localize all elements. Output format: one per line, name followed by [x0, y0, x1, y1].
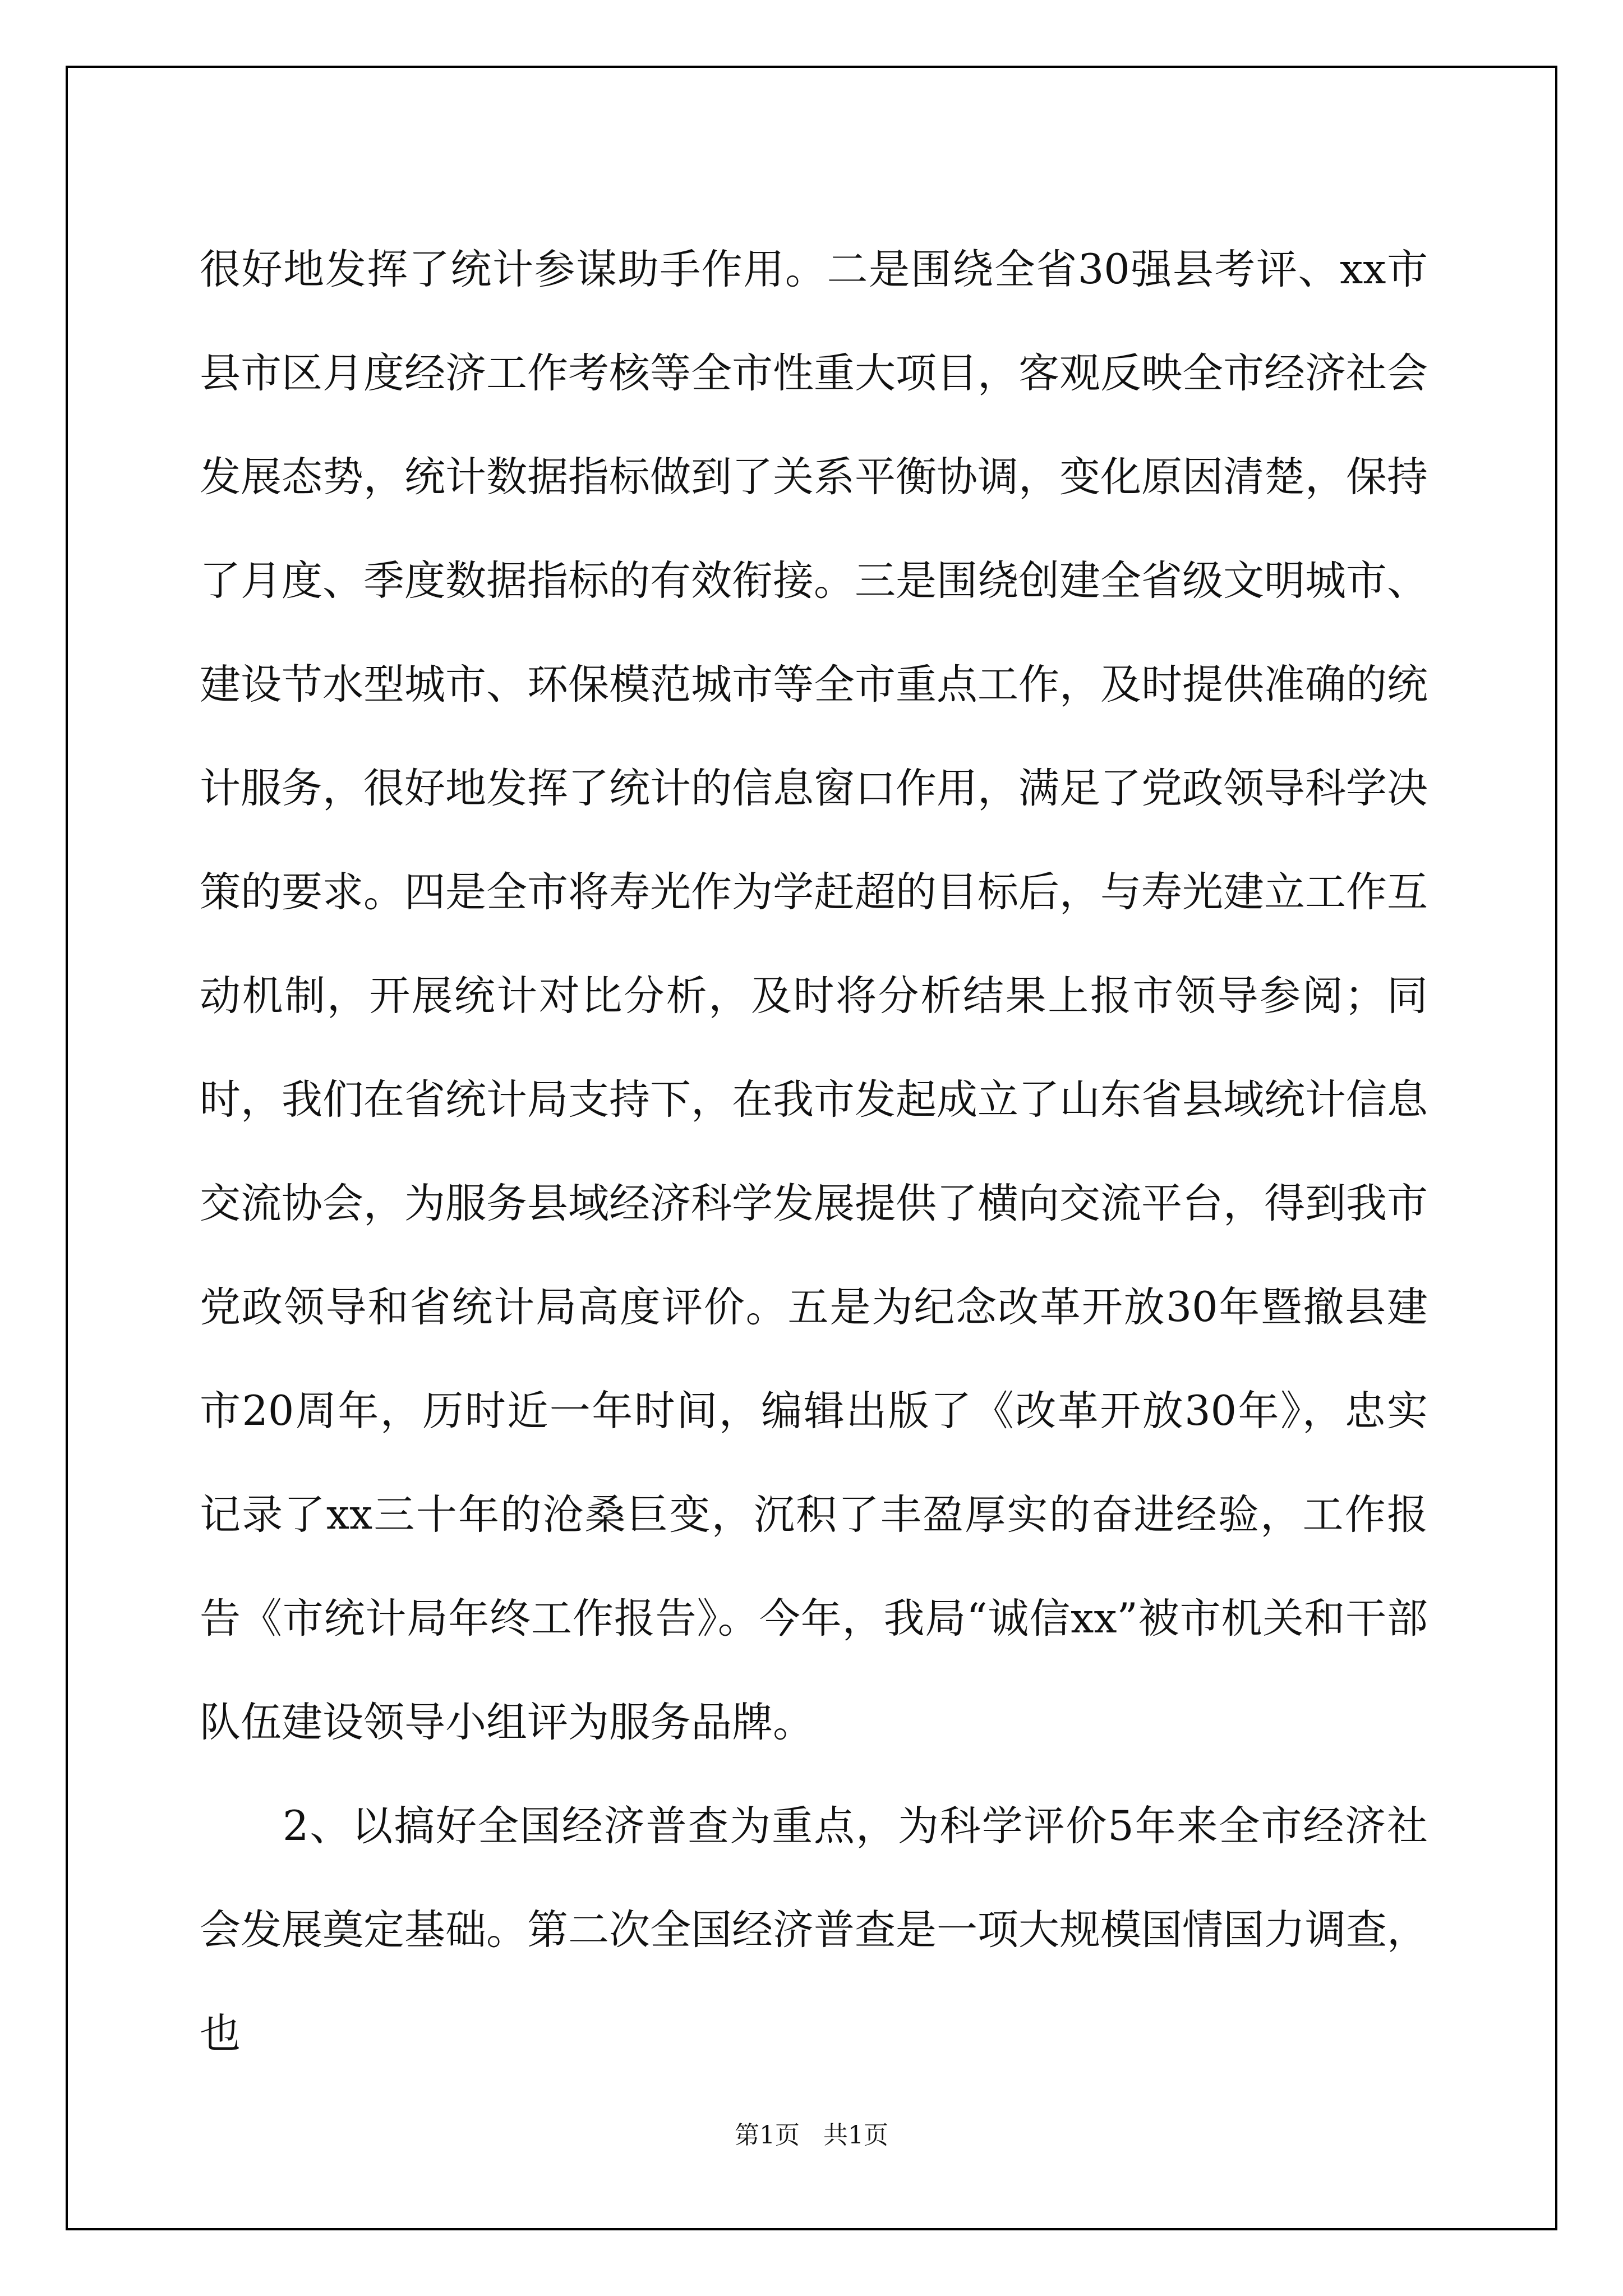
document-body: [200, 218, 1428, 2086]
page-number-current: 第1页: [735, 2121, 800, 2150]
paragraph-1: 很好地发挥了统计参谋助手作用。二是围绕全省30强县考评、xx市县市区月度经济工作考核等全市性重大项目，客观反映全市经济社会发展态势，统计数据指标做到了关系平衡协调，变化原因清楚，保持了月度、季度数据指标的有效衔接。三是围绕创建全省级文明城市、建设节水型城市、环保模范城市等全市重点工作，及时提供准确的统计服务，很好地发挥了统计的信息窗口作用，满足了党政领导科学决策的要求。四是全市将寿光作为学赶超的目标后，与寿光建立工作互动机制，开展统计对比分析，及时将分析结果上报市领导参阅；同时，我们在省统计局支持下，在我市发起成立了山东省县域统计信息交流协会，为服务县域经济科学发展提供了横向交流平台，得到我市党政领导和省统计局高度评价。五是为纪念改革开放30年暨撤县建市20周年，历时近一年时间，编辑出版了《改革开放30年》，忠实记录了xx三十年的沧桑巨变，沉积了丰盈厚实的奋进经验，工作报告《市统计局年终工作报告》。今年，我局“诚信xx”被市机关和干部队伍建设领导小组评为服务品牌。: [200, 246, 1428, 1746]
page-number-total: 共1页: [823, 2121, 888, 2150]
page-footer: [0, 2115, 1623, 2151]
paragraph-2: 2、以搞好全国经济普查为重点，为科学评价5年来全市经济社会发展奠定基础。第二次全国经济普查是一项大规模国情国力调查，也: [200, 1802, 1428, 2058]
